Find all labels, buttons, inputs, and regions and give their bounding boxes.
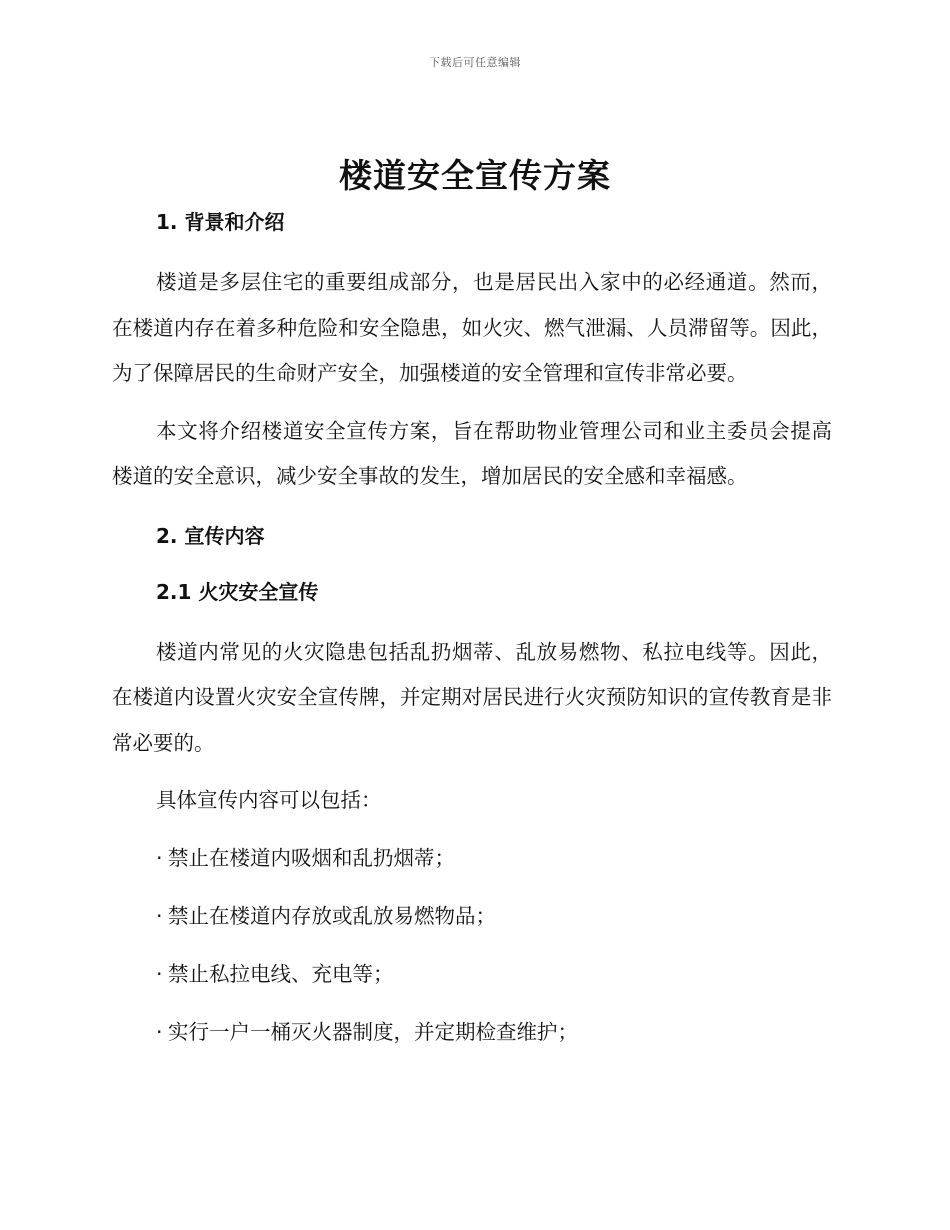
list-item bbox=[112, 956, 832, 992]
list-item bbox=[112, 898, 832, 934]
bullet-dot-icon: · bbox=[156, 1020, 163, 1044]
document-title: 楼道安全宣传方案 bbox=[339, 156, 611, 195]
list-item-text: 实行一户一桶灭火器制度，并定期检查维护； bbox=[168, 1020, 578, 1044]
header-note: 下载后可任意编辑 bbox=[429, 56, 521, 69]
list-item-text: 禁止在楼道内存放或乱放易燃物品； bbox=[168, 904, 496, 928]
paragraph-background: 楼道是多层住宅的重要组成部分，也是居民出入家中的必经通道。然而，在楼道内存在着多种危险和安全隐患，如火灾、燃气泄漏、人员滞留等。因此，为了保障居民的生命财产安全，加强楼道的安全管理和宣传非常必要。 bbox=[112, 270, 832, 385]
list-item bbox=[112, 1014, 832, 1050]
document-body bbox=[112, 204, 832, 1050]
section-heading-content: 2. 宣传内容 bbox=[156, 523, 265, 548]
bullet-dot-icon: · bbox=[156, 904, 163, 928]
list-item bbox=[112, 840, 832, 876]
paragraph-fire-hazards: 楼道内常见的火灾隐患包括乱扔烟蒂、乱放易燃物、私拉电线等。因此，在楼道内设置火灾安全宣传牌，并定期对居民进行火灾预防知识的宣传教育是非常必要的。 bbox=[112, 639, 832, 755]
list-item-text: 禁止在楼道内吸烟和乱扔烟蒂； bbox=[168, 846, 455, 870]
subsection-heading-fire-safety: 2.1 火灾安全宣传 bbox=[156, 579, 319, 604]
list-item-text: 禁止私拉电线、充电等； bbox=[168, 962, 394, 986]
section-heading-background: 1. 背景和介绍 bbox=[156, 210, 285, 234]
bullet-dot-icon: · bbox=[156, 962, 163, 986]
paragraph-purpose: 本文将介绍楼道安全宣传方案，旨在帮助物业管理公司和业主委员会提高楼道的安全意识，减少安全事故的发生，增加居民的安全感和幸福感。 bbox=[112, 418, 832, 488]
bullet-dot-icon: · bbox=[156, 846, 163, 870]
list-intro: 具体宣传内容可以包括： bbox=[156, 788, 382, 812]
